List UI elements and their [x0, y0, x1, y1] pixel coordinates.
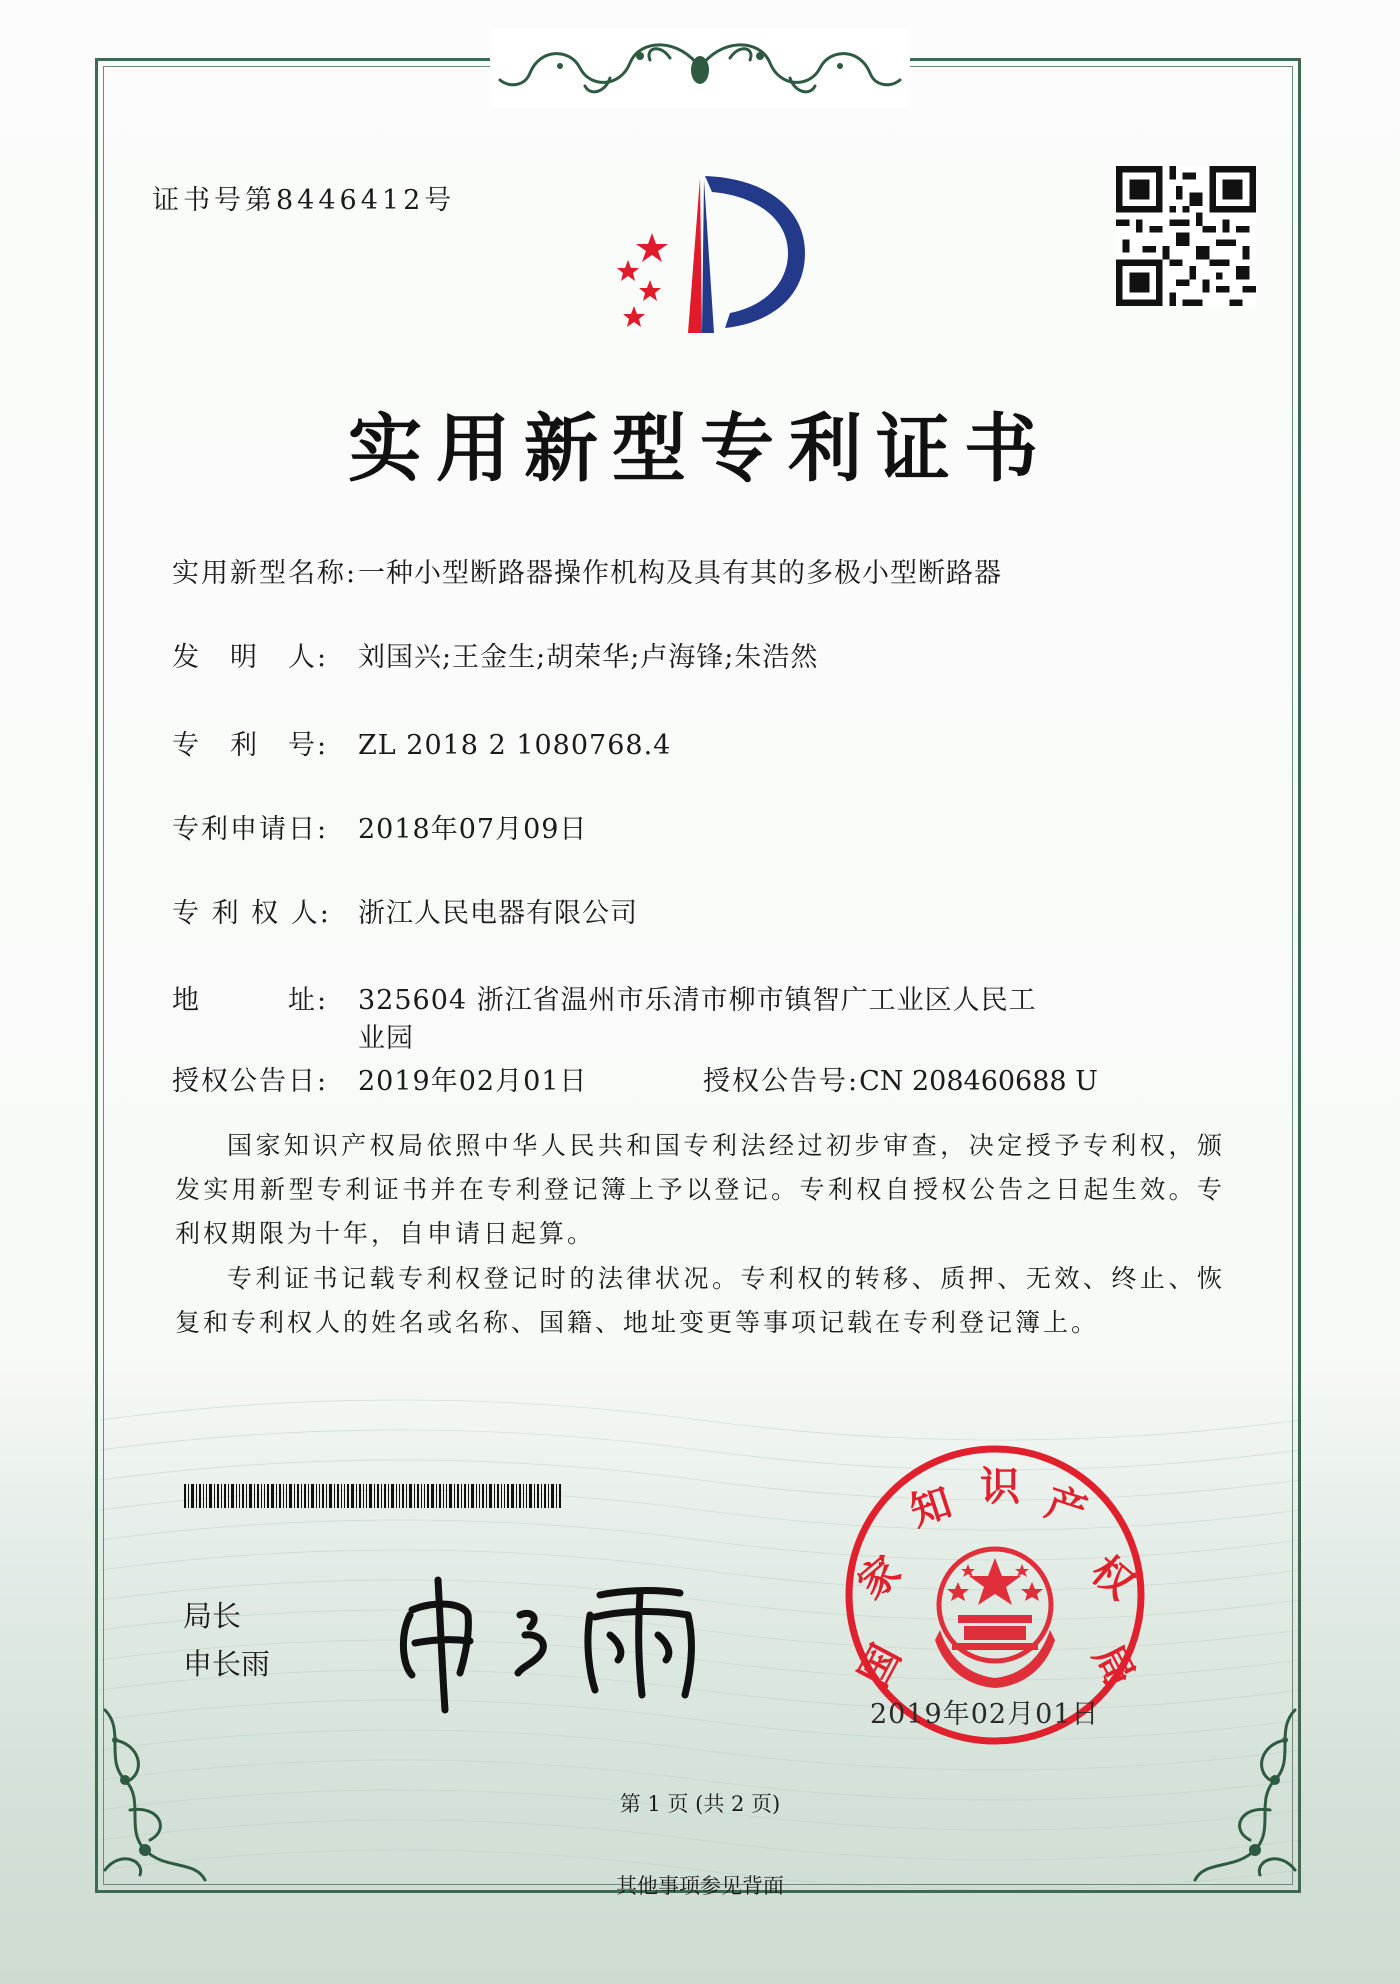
field-filing-date — [172, 811, 587, 849]
field-grant-date — [172, 1063, 587, 1101]
field-patent-number — [172, 727, 671, 765]
signatory-title: 局长 — [183, 1599, 242, 1633]
body-paragraph-1: 国家知识产权局依照中华人民共和国专利法经过初步审查，决定授予专利权，颁发实用新型专利证书并在专利登记簿上予以登记。专利权自授权公告之日起生效。专利权期限为十年，自申请日起算。 — [175, 1131, 1225, 1248]
svg-text:国: 国 — [850, 1637, 911, 1695]
svg-text:局: 局 — [1083, 1637, 1144, 1695]
field-label: 专利申请日: — [172, 814, 329, 845]
field-grant-number — [703, 1063, 1098, 1101]
field-value: 浙江人民电器有限公司 — [358, 898, 638, 929]
seal-date: 2019年02月01日 — [870, 1699, 1100, 1730]
svg-text:权: 权 — [1082, 1547, 1143, 1609]
body-paragraph-2: 专利证书记载专利权登记时的法律状况。专利权的转移、质押、无效、终止、恢复和专利权人的姓名或名称、国籍、地址变更等事项记载在专利登记簿上。 — [175, 1264, 1225, 1337]
field-label: 专 利 号: — [172, 730, 329, 761]
field-patentee — [172, 895, 638, 933]
certificate-title: 实用新型专利证书 — [348, 406, 1052, 492]
certificate-number: 证书号第8446412号 — [152, 185, 456, 216]
field-label: 专 利 权 人: — [172, 898, 331, 929]
field-value: 2018年07月09日 — [358, 814, 588, 845]
field-value: 一种小型断路器操作机构及具有其的多极小型断路器 — [358, 558, 1002, 589]
signatory-name: 申长雨 — [183, 1647, 271, 1681]
svg-text:家: 家 — [849, 1547, 910, 1609]
field-label: 授权公告号: — [703, 1066, 860, 1097]
field-value: 325604 浙江省温州市乐清市柳市镇智广工业区人民工业园 — [358, 985, 1037, 1054]
qr-code-icon — [1116, 166, 1256, 306]
field-address — [172, 982, 1058, 1058]
field-utility-model-name — [172, 555, 1002, 593]
barcode-icon — [184, 1484, 564, 1508]
field-value: ZL 2018 2 1080768.4 — [358, 730, 672, 761]
field-inventors — [172, 639, 818, 677]
field-value: CN 208460688 U — [859, 1066, 1098, 1097]
page-number: 第 1 页 (共 2 页) — [619, 1792, 781, 1816]
svg-text:知: 知 — [904, 1479, 958, 1536]
svg-text:产: 产 — [1039, 1479, 1093, 1536]
cnipa-logo-icon — [590, 168, 820, 343]
field-value: 2019年02月01日 — [358, 1066, 588, 1097]
field-label: 地 址: — [172, 985, 329, 1016]
field-label: 实用新型名称: — [172, 558, 358, 589]
top-scroll-ornament — [490, 28, 910, 108]
handwritten-signature — [390, 1555, 720, 1715]
field-label: 授权公告日: — [172, 1066, 329, 1097]
svg-text:识: 识 — [980, 1464, 1020, 1510]
field-label: 发 明 人: — [172, 642, 329, 673]
footer-note: 其他事项参见背面 — [616, 1874, 784, 1898]
field-value: 刘国兴;王金生;胡荣华;卢海锋;朱浩然 — [358, 642, 819, 673]
signatory-block — [183, 1592, 270, 1688]
